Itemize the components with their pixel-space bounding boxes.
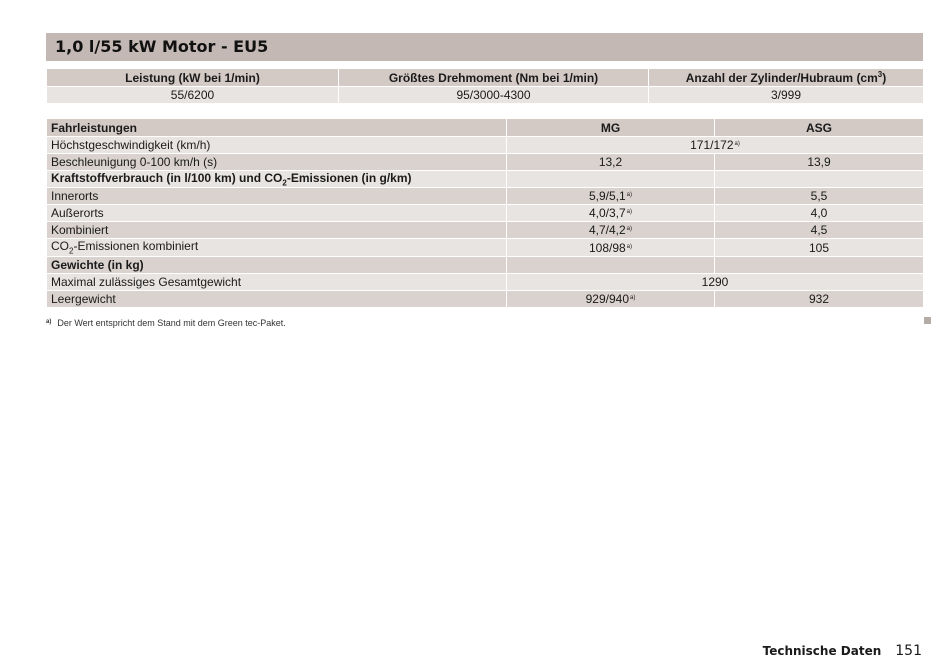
header-torque: Größtes Drehmoment (Nm bei 1/min)	[339, 69, 649, 87]
footnote-mark: a)	[46, 319, 52, 325]
chapter-title: Technische Daten	[762, 644, 882, 658]
footnote	[46, 318, 286, 328]
value-extra-urban-mg: 4,0/3,7$^{a)}$	[507, 205, 715, 222]
value-power: 55/6200	[47, 87, 339, 104]
specs-value-row	[47, 87, 924, 104]
row-max-weight	[47, 273, 924, 290]
value-co2-asg: 105	[715, 239, 924, 256]
performance-table	[46, 118, 924, 308]
label-combined: Kombiniert	[47, 222, 507, 239]
row-acceleration	[47, 154, 924, 171]
engine-specs-table	[46, 68, 924, 104]
value-urban-asg: 5,5	[715, 188, 924, 205]
label-top-speed: Höchstgeschwindigkeit (km/h)	[47, 137, 507, 154]
page-title: 1,0 l/55 kW Motor - EU5	[46, 33, 923, 61]
footnote-text: Der Wert entspricht dem Stand mit dem Green tec-Paket.	[57, 318, 286, 328]
row-co2	[47, 239, 924, 256]
row-extra-urban	[47, 205, 924, 222]
label-urban: Innerorts	[47, 188, 507, 205]
value-torque: 95/3000-4300	[339, 87, 649, 104]
page-footer	[763, 640, 922, 659]
label-acceleration: Beschleunigung 0-100 km/h (s)	[47, 154, 507, 171]
row-top-speed	[47, 137, 924, 154]
performance-header-row	[47, 119, 924, 137]
value-extra-urban-asg: 4,0	[715, 205, 924, 222]
label-max-weight: Maximal zulässiges Gesamtgewicht	[47, 273, 507, 290]
empty-cell	[507, 171, 715, 188]
row-combined	[47, 222, 924, 239]
section-weights: Gewichte (in kg)	[47, 256, 507, 273]
value-cylinders: 3/999	[649, 87, 924, 104]
value-curb-weight-mg: 929/940$^{a)}$	[507, 290, 715, 307]
section-fuel-consumption: Kraftstoffverbrauch (in l/100 km) und $CO_2$-Emissionen (in g/km)	[47, 171, 507, 188]
label-curb-weight: Leergewicht	[47, 290, 507, 307]
value-top-speed: 171/172$^{a)}$	[507, 137, 924, 154]
value-acceleration-asg: 13,9	[715, 154, 924, 171]
specs-header-row	[47, 69, 924, 87]
header-performance: Fahrleistungen	[47, 119, 507, 137]
header-mg: MG	[507, 119, 715, 137]
header-cylinders: Anzahl der Zylinder/Hubraum $(cm^3)$	[649, 69, 924, 87]
value-curb-weight-asg: 932	[715, 290, 924, 307]
value-max-weight: 1290	[507, 273, 924, 290]
value-acceleration-mg: 13,2	[507, 154, 715, 171]
row-curb-weight	[47, 290, 924, 307]
value-co2-mg: 108/98$^{a)}$	[507, 239, 715, 256]
empty-cell	[715, 171, 924, 188]
page-number: 151	[895, 643, 922, 659]
empty-cell	[507, 256, 715, 273]
header-asg: ASG	[715, 119, 924, 137]
value-combined-mg: 4,7/4,2$^{a)}$	[507, 222, 715, 239]
end-marker-square	[924, 317, 931, 324]
row-weights-section	[47, 256, 924, 273]
label-co2: $CO_2$-Emissionen kombiniert	[47, 239, 507, 256]
row-urban	[47, 188, 924, 205]
value-combined-asg: 4,5	[715, 222, 924, 239]
header-power: Leistung (kW bei 1/min)	[47, 69, 339, 87]
row-fuel-section	[47, 171, 924, 188]
value-urban-mg: 5,9/5,1$^{a)}$	[507, 188, 715, 205]
empty-cell	[715, 256, 924, 273]
label-extra-urban: Außerorts	[47, 205, 507, 222]
